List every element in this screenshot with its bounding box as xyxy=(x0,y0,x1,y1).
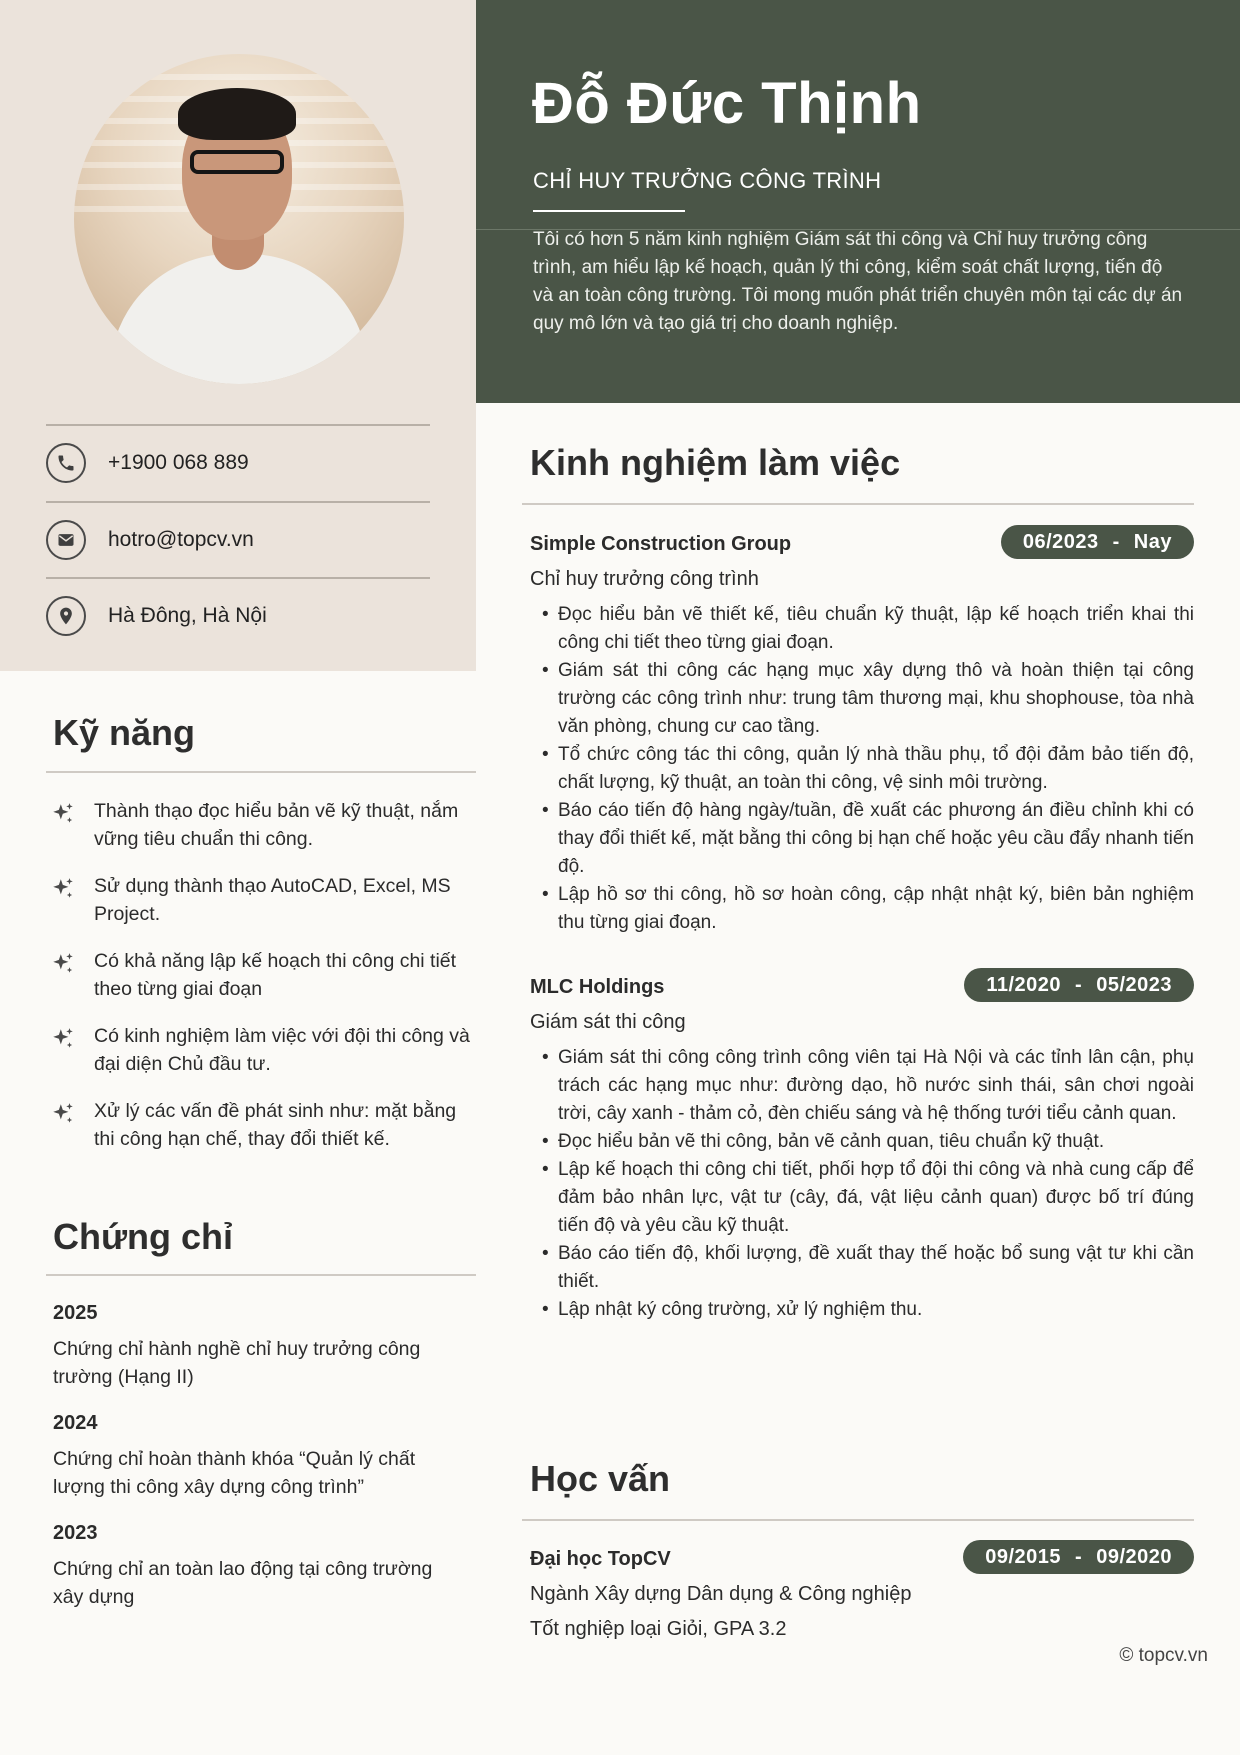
job-bullet: • Giám sát thi công các hạng mục xây dựng thô và hoàn thiện tại công trường các công trình như: trung tâm thương mại, khu shophouse, tòa nhà văn phòng, chung cư cao tầng. xyxy=(530,657,1194,741)
date-start: 11/2020 xyxy=(986,973,1062,996)
sparkle-icon xyxy=(50,876,80,928)
certificate-name: Chứng chỉ hoàn thành khóa “Quản lý chất lượng thi công xây dựng công trình” xyxy=(53,1448,416,1498)
summary-text: Tôi có hơn 5 năm kinh nghiệm Giám sát thi công và Chỉ huy trưởng công trình, am hiểu lập kế hoạch, quản lý thi công, kiểm soát chất lượng, tiến độ và an toàn công trường. Tôi mong muốn phát triển chuyên môn tại các dự án quy mô lớn và tạo giá trị cho doanh nghiệp. xyxy=(533,229,1183,334)
date-separator: - xyxy=(1075,973,1083,996)
certificate-year: 2023 xyxy=(53,1522,98,1544)
skill-item xyxy=(50,1022,470,1078)
job-bullet: • Đọc hiểu bản vẽ thi công, bản vẽ cảnh quan, tiêu chuẩn kỹ thuật. xyxy=(530,1128,1194,1156)
sparkle-icon xyxy=(50,1026,80,1078)
education-result: Tốt nghiệp loại Giỏi, GPA 3.2 xyxy=(530,1618,787,1640)
certificate-name: Chứng chỉ hành nghề chỉ huy trưởng công trường (Hạng II) xyxy=(53,1338,421,1388)
date-separator: - xyxy=(1075,1545,1083,1568)
candidate-role: CHỈ HUY TRƯỞNG CÔNG TRÌNH xyxy=(533,168,882,193)
skill-text: Xử lý các vấn đề phát sinh như: mặt bằng thi công hạn chế, thay đổi thiết kế. xyxy=(94,1100,457,1150)
company-name: Simple Construction Group xyxy=(530,533,792,555)
job-item xyxy=(530,973,1194,1324)
job-bullet: • Lập hồ sơ thi công, hồ sơ hoàn công, cập nhật nhật ký, biên bản nghiệm thu từng giai đoạn. xyxy=(530,881,1194,937)
contact-divider xyxy=(46,501,430,503)
job-bullet: • Tổ chức công tác thi công, quản lý nhà thầu phụ, tổ đội đảm bảo tiến độ, chất lượng, kỹ thuật, an toàn thi công, vệ sinh môi trường. xyxy=(530,741,1194,797)
job-position: Giám sát thi công xyxy=(530,1011,686,1033)
left-column xyxy=(0,0,476,1755)
certificate-item xyxy=(53,1302,463,1391)
skill-text: Có kinh nghiệm làm việc với đội thi công và đại diện Chủ đầu tư. xyxy=(94,1025,470,1075)
skill-item xyxy=(50,1097,470,1153)
job-bullet: • Giám sát thi công công trình công viên tại Hà Nội và các tỉnh lân cận, phụ trách các hạng mục như: đường dạo, hồ nước sinh thái, sân chơi ngoài trời, cây xanh - thảm cỏ, đèn chiếu sáng và hệ thống tưới tiểu cảnh quan. xyxy=(530,1044,1194,1128)
skills-title: Kỹ năng xyxy=(53,712,196,753)
contact-divider xyxy=(46,424,430,426)
sparkle-icon xyxy=(50,1101,80,1153)
certificates-title: Chứng chỉ xyxy=(53,1216,234,1257)
experience-divider xyxy=(522,503,1194,505)
date-badge xyxy=(964,968,1194,1002)
phone-text: +1900 068 889 xyxy=(108,451,249,474)
job-bullets xyxy=(530,601,1194,937)
skill-item xyxy=(50,872,470,928)
contact-divider xyxy=(46,577,430,579)
phone-icon xyxy=(46,443,86,483)
experience-title: Kinh nghiệm làm việc xyxy=(530,442,901,483)
date-badge xyxy=(1001,525,1194,559)
skill-text: Sử dụng thành thạo AutoCAD, Excel, MS Project. xyxy=(94,875,451,925)
sparkle-icon xyxy=(50,951,80,1003)
profile-panel xyxy=(0,0,476,671)
date-start: 06/2023 xyxy=(1022,530,1099,553)
certificate-name: Chứng chỉ an toàn lao động tại công trường xây dựng xyxy=(53,1558,433,1608)
profile-photo xyxy=(74,54,404,384)
certificate-item xyxy=(53,1412,463,1501)
contact-phone[interactable] xyxy=(46,440,430,486)
footer-credit[interactable]: © topcv.vn xyxy=(1119,1645,1208,1666)
date-start: 09/2015 xyxy=(985,1545,1062,1568)
skill-text: Có khả năng lập kế hoạch thi công chi tiết theo từng giai đoạn xyxy=(94,950,457,1000)
job-bullet: • Báo cáo tiến độ, khối lượng, đề xuất thay thế hoặc bổ sung vật tư khi cần thiết. xyxy=(530,1240,1194,1296)
date-separator: - xyxy=(1112,530,1120,553)
job-bullet: • Báo cáo tiến độ hàng ngày/tuần, đề xuất các phương án điều chỉnh khi có thay đổi thiết kế, mặt bằng thi công bị hạn chế hoặc yêu cầu đẩy nhanh tiến độ. xyxy=(530,797,1194,881)
location-icon xyxy=(46,596,86,636)
education-divider xyxy=(522,1519,1194,1521)
education-item xyxy=(530,1545,1194,1641)
certificates-divider xyxy=(46,1274,476,1276)
certificate-item xyxy=(53,1522,463,1611)
job-bullets xyxy=(530,1044,1194,1324)
date-end: 05/2023 xyxy=(1096,973,1172,996)
education-major: Ngành Xây dựng Dân dụng & Công nghiệp xyxy=(530,1583,912,1605)
job-bullet: • Lập nhật ký công trường, xử lý nghiệm thu. xyxy=(530,1296,1194,1324)
company-name: MLC Holdings xyxy=(530,976,665,998)
mail-icon xyxy=(46,520,86,560)
date-badge xyxy=(963,1540,1194,1574)
sparkle-icon xyxy=(50,801,80,853)
email-text: hotro@topcv.vn xyxy=(108,528,254,551)
job-position: Chỉ huy trưởng công trình xyxy=(530,568,759,590)
skills-divider xyxy=(46,771,476,773)
candidate-name: Đỗ Đức Thịnh xyxy=(532,71,922,136)
job-bullet: • Đọc hiểu bản vẽ thiết kế, tiêu chuẩn kỹ thuật, lập kế hoạch triển khai thi công chi tiết theo từng giai đoạn. xyxy=(530,601,1194,657)
school-name: Đại học TopCV xyxy=(530,1548,671,1570)
skill-text: Thành thạo đọc hiểu bản vẽ kỹ thuật, nắm vững tiêu chuẩn thi công. xyxy=(94,800,459,850)
contact-address xyxy=(46,593,430,639)
job-item xyxy=(530,530,1194,937)
header-panel xyxy=(476,0,1240,403)
certificate-year: 2025 xyxy=(53,1302,98,1324)
date-end: Nay xyxy=(1133,530,1172,553)
job-bullet: • Lập kế hoạch thi công chi tiết, phối hợp tổ đội thi công và nhà cung cấp để đảm bảo nhân lực, vật tư (cây, đá, vật liệu cảnh quan) được bố trí đúng tiến độ và yêu cầu kỹ thuật. xyxy=(530,1156,1194,1240)
skill-item xyxy=(50,797,470,853)
role-underline xyxy=(533,210,685,212)
skill-item xyxy=(50,947,470,1003)
contact-email[interactable] xyxy=(46,517,430,563)
date-end: 09/2020 xyxy=(1096,1545,1172,1568)
address-text: Hà Đông, Hà Nội xyxy=(108,604,267,627)
certificate-year: 2024 xyxy=(53,1412,98,1434)
education-title: Học vấn xyxy=(530,1458,671,1499)
